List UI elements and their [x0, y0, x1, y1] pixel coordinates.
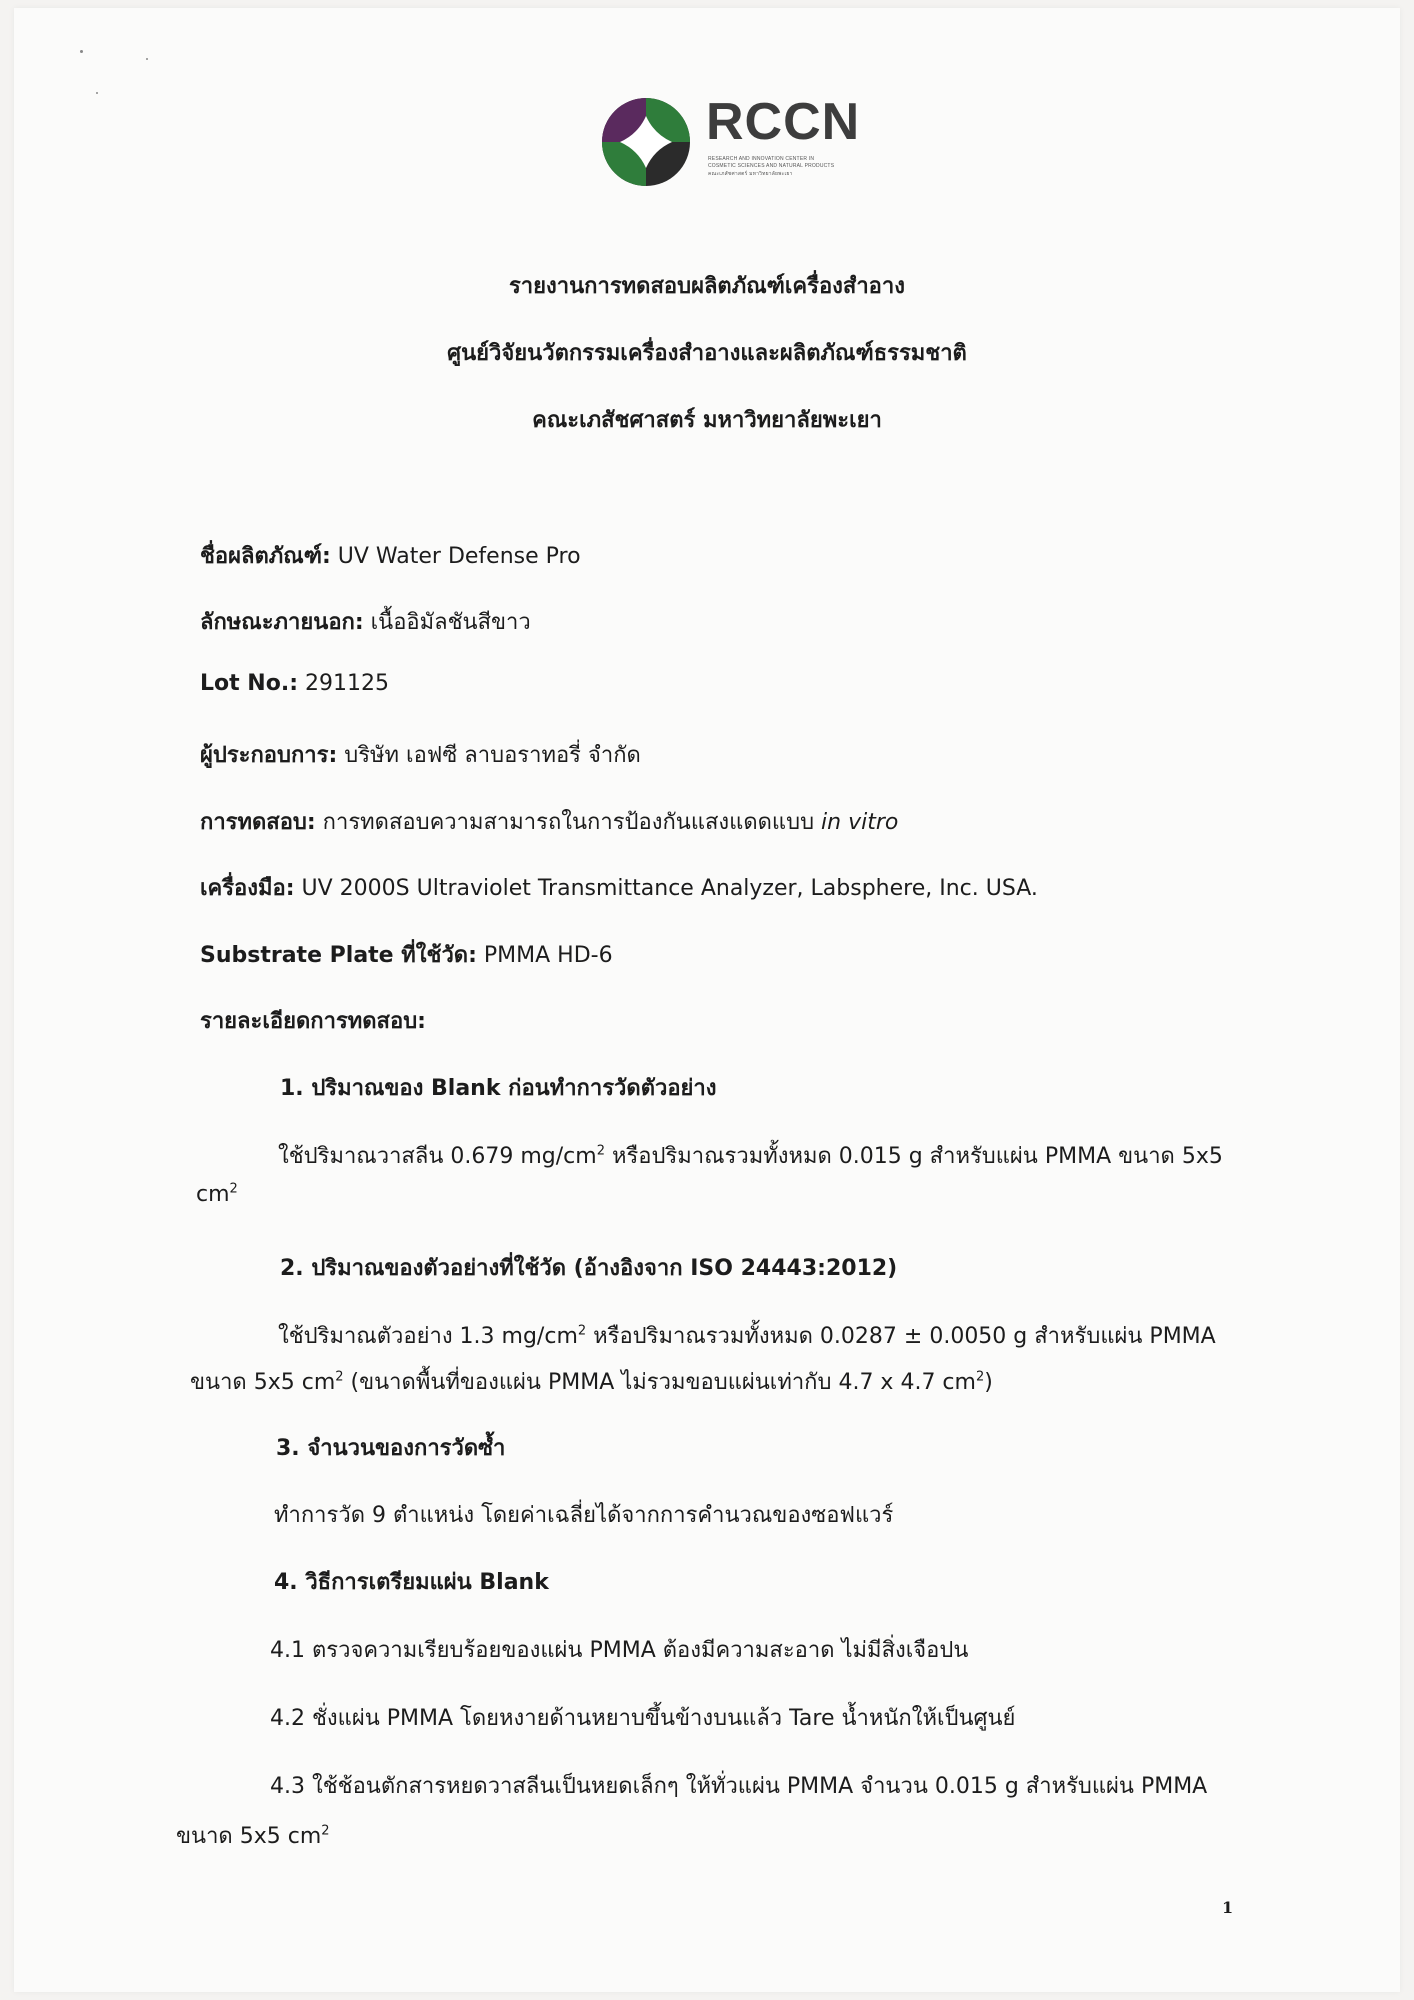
test-value-italic: in vitro	[821, 810, 899, 835]
section-1-text-b: หรือปริมาณรวมทั้งหมด 0.015 g สำหรับแผ่น PMMA ขนาด 5x5	[604, 1144, 1223, 1169]
logo-subtitle: คณะเภสัชศาสตร์ มหาวิทยาลัยพะเยา	[708, 171, 793, 177]
center-name: ศูนย์วิจัยนวัตกรรมเครื่องสำอางและผลิตภัณฑ์ธรรมชาติ	[447, 341, 967, 366]
section-4-step-3-text-b: ขนาด 5x5 cm	[176, 1824, 322, 1849]
section-3-title: 3. จำนวนของการวัดซ้ำ	[276, 1436, 506, 1461]
scan-speck	[96, 92, 98, 94]
appearance-label: ลักษณะภายนอก:	[200, 610, 364, 635]
lot-line	[200, 671, 389, 696]
instrument-value: UV 2000S Ultraviolet Transmittance Analyzer, Labsphere, Inc. USA.	[294, 876, 1038, 901]
details-heading: รายละเอียดการทดสอบ:	[200, 1009, 426, 1034]
logo-subtitle: RESEARCH AND INNOVATION CENTER IN	[708, 156, 815, 162]
test-line	[200, 804, 898, 839]
report-title: รายงานการทดสอบผลิตภัณฑ์เครื่องสำอาง	[508, 274, 905, 299]
scan-speck	[80, 50, 83, 53]
maker-line	[200, 737, 641, 772]
rccn-logo	[596, 92, 896, 192]
logo-subtitle: COSMETIC SCIENCES AND NATURAL PRODUCTS	[708, 163, 835, 169]
appearance-line	[200, 604, 531, 639]
superscript: 2	[229, 1181, 238, 1197]
section-2-text-d: (ขนาดพื้นที่ของแผ่น PMMA ไม่รวมขอบแผ่นเท่ากับ 4.7 x 4.7 cm	[343, 1370, 976, 1395]
superscript: 2	[577, 1323, 587, 1339]
section-2-text-a: ใช้ปริมาณตัวอย่าง 1.3 mg/cm	[278, 1324, 578, 1349]
product-label: ชื่อผลิตภัณฑ์:	[200, 544, 331, 569]
lot-value: 291125	[298, 671, 389, 696]
maker-label: ผู้ประกอบการ:	[200, 743, 338, 768]
superscript: 2	[596, 1143, 605, 1159]
section-2-title: 2. ปริมาณของตัวอย่างที่ใช้วัด (อ้างอิงจาก ISO 24443:2012)	[280, 1256, 898, 1281]
appearance-value: เนื้ออิมัลชันสีขาว	[363, 610, 531, 635]
section-3-text: ทำการวัด 9 ตำแหน่ง โดยค่าเฉลี่ยได้จากการคำนวณของซอฟแวร์	[274, 1503, 894, 1528]
scan-speck	[146, 58, 148, 60]
section-4-step-3: 4.3 ใช้ช้อนตักสารหยดวาสลีนเป็นหยดเล็กๆ ให้ทั่วแผ่น PMMA จำนวน 0.015 g สำหรับแผ่น PMMA	[270, 1774, 1208, 1799]
section-2-text	[278, 1318, 1216, 1353]
section-4-step-3-wrap	[176, 1818, 330, 1853]
section-2-text-wrap	[190, 1364, 993, 1399]
plate-value: PMMA HD-6	[476, 943, 613, 968]
page-number: 1	[1222, 1898, 1234, 1917]
section-2-text-e: )	[984, 1370, 993, 1395]
section-4-step-2: 4.2 ชั่งแผ่น PMMA โดยหงายด้านหยาบขึ้นข้างบนแล้ว Tare น้ำหนักให้เป็นศูนย์	[270, 1706, 1016, 1731]
product-value: UV Water Defense Pro	[330, 544, 581, 569]
logo-name: RCCN	[706, 93, 861, 151]
instrument-label: เครื่องมือ:	[200, 876, 295, 901]
instrument-line	[200, 870, 1038, 905]
superscript: 2	[321, 1823, 330, 1839]
section-1-text-c: cm	[196, 1182, 230, 1207]
rccn-logo-mark	[596, 92, 696, 192]
section-1-text-wrap	[196, 1182, 238, 1207]
faculty-name: คณะเภสัชศาสตร์ มหาวิทยาลัยพะเยา	[532, 408, 882, 433]
section-1-text-a: ใช้ปริมาณวาสลีน 0.679 mg/cm	[278, 1144, 597, 1169]
section-1-text	[278, 1138, 1223, 1173]
section-4-step-1: 4.1 ตรวจความเรียบร้อยของแผ่น PMMA ต้องมีความสะอาด ไม่มีสิ่งเจือปน	[270, 1638, 969, 1663]
section-4-title: 4. วิธีการเตรียมแผ่น Blank	[274, 1570, 549, 1595]
product-name-line	[200, 538, 581, 573]
section-1-title: 1. ปริมาณของ Blank ก่อนทำการวัดตัวอย่าง	[280, 1076, 717, 1101]
lot-label: Lot No.:	[200, 671, 298, 696]
section-2-text-c: ขนาด 5x5 cm	[190, 1370, 336, 1395]
maker-value: บริษัท เอฟซี ลาบอราทอรี่ จำกัด	[337, 743, 641, 768]
superscript: 2	[335, 1369, 344, 1385]
superscript: 2	[975, 1369, 985, 1385]
test-value: การทดสอบความสามารถในการป้องกันแสงแดดแบบ	[315, 810, 822, 835]
document-page	[14, 8, 1400, 1992]
substrate-plate-line	[200, 937, 613, 972]
plate-label: Substrate Plate ที่ใช้วัด:	[200, 943, 477, 968]
section-2-text-b: หรือปริมาณรวมทั้งหมด 0.0287 ± 0.0050 g สำหรับแผ่น PMMA	[586, 1324, 1216, 1349]
test-label: การทดสอบ:	[200, 810, 316, 835]
